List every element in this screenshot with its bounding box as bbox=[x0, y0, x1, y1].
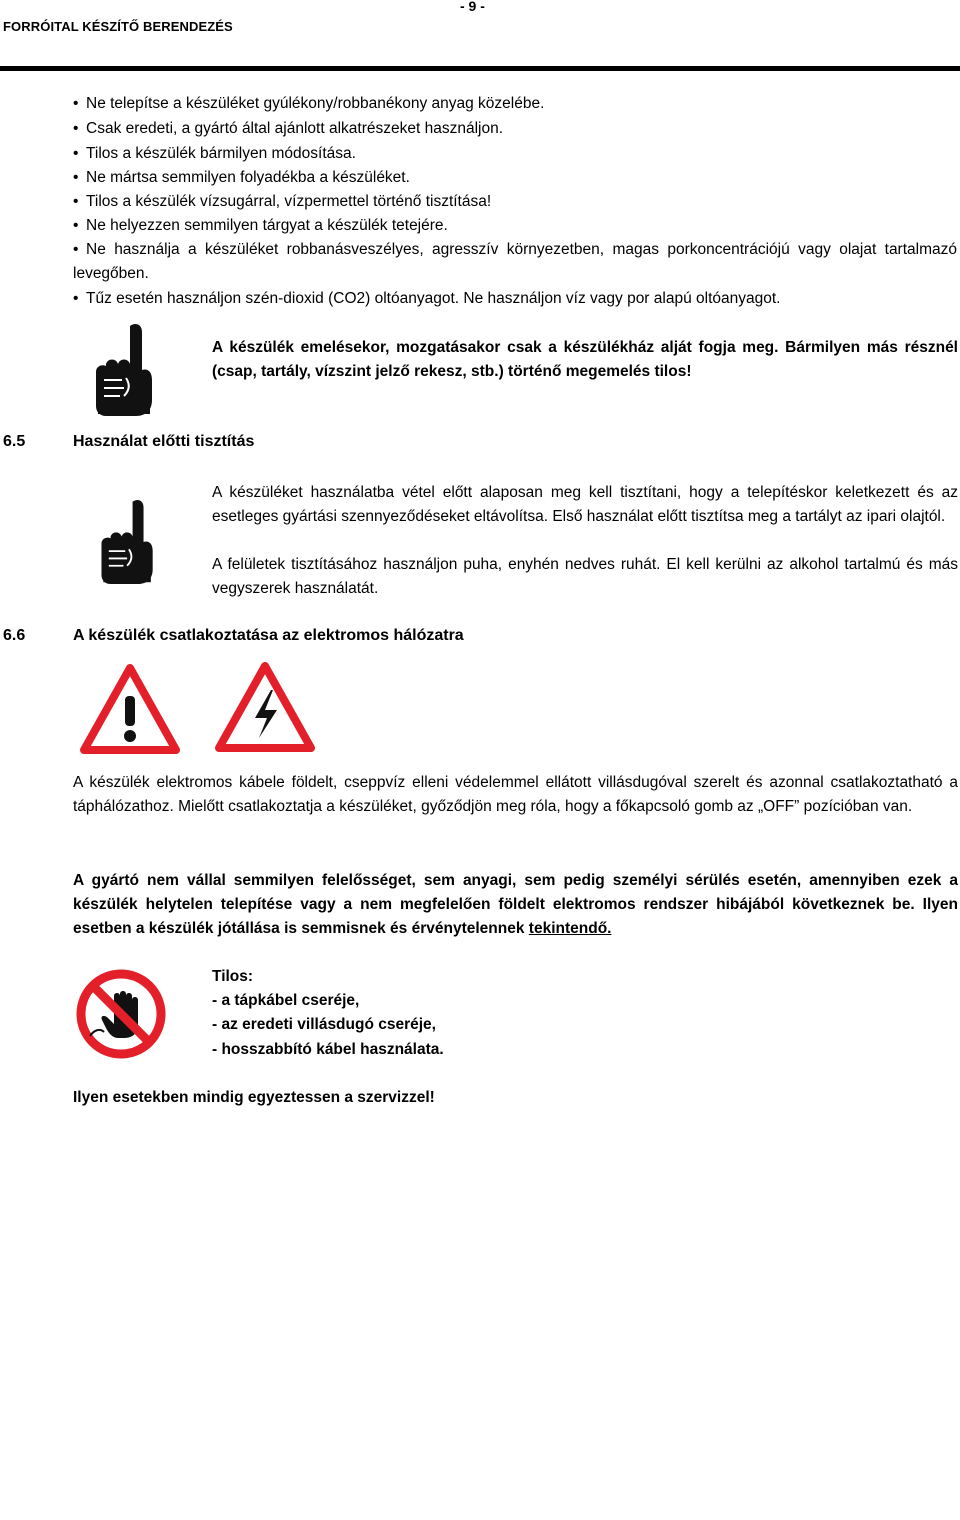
pointing-hand-icon bbox=[96, 494, 160, 595]
closing-note: Ilyen esetekben mindig egyeztessen a szervizzel! bbox=[73, 1089, 435, 1106]
list-item: • Ne használja a készüléket robbanásveszélyes, agresszív környezetben, magas porkoncentrációjú vagy olajat tartalmazó levegőben. bbox=[73, 241, 957, 282]
forbidden-title: Tilos: bbox=[212, 968, 254, 985]
list-item: • Ne mártsa semmilyen folyadékba a készüléket. bbox=[73, 169, 410, 186]
header-rule bbox=[0, 66, 960, 71]
list-item: • Ne telepítse a készüléket gyúlékony/robbanékony anyag közelébe. bbox=[73, 95, 545, 112]
pointing-hand-icon bbox=[90, 320, 160, 425]
no-touch-prohibition-icon bbox=[74, 966, 168, 1067]
cleaning-paragraph-1: A készüléket használatba vétel előtt alaposan meg kell tisztítani, hogy a telepítéskor keletkezett és az esetleges gyártási szennyeződéseket eltávolítsa. Első használat előtt tisztítsa meg a tartályt az ipari olajtól. bbox=[212, 484, 958, 525]
list-item: • Tilos a készülék bármilyen módosítása. bbox=[73, 145, 356, 162]
cleaning-paragraph-2: A felületek tisztításához használjon puha, enyhén nedves ruhát. El kell kerülni az alkohol tartalmú és más vegyszerek használatát. bbox=[212, 556, 958, 597]
general-warning-icon bbox=[80, 664, 180, 759]
forbidden-item: - a tápkábel cseréje, bbox=[212, 992, 360, 1009]
section-heading-6-5: 6.5 Használat előtti tisztítás bbox=[3, 433, 255, 450]
electric-hazard-icon bbox=[214, 662, 316, 757]
connection-paragraph: A készülék elektromos kábele földelt, cseppvíz elleni védelemmel ellátott villásdugóval szerelt és azonnal csatlakoztatható a táphálózathoz. Mielőtt csatlakoztatja a készüléket, győződjön meg róla, hogy a főkapcsoló gomb az „OFF” pozícióban van. bbox=[73, 774, 958, 815]
list-item: • Tűz esetén használjon szén-dioxid (CO2) oltóanyagot. Ne használjon víz vagy por alapú oltóanyagot. bbox=[73, 290, 781, 307]
forbidden-item: - az eredeti villásdugó cseréje, bbox=[212, 1016, 436, 1033]
section-heading-6-6: 6.6 A készülék csatlakoztatása az elektromos hálózatra bbox=[3, 627, 464, 644]
document-header-title: FORRÓITAL KÉSZÍTŐ BERENDEZÉS bbox=[3, 19, 233, 34]
liability-warning: A gyártó nem vállal semmilyen felelősséget, sem anyagi, sem pedig személyi sérülés esetén, amennyiben ezek a készülék helytelen telepítése vagy a nem megfelelően földelt elektromos rendszer hibájából következnek be. Ilyen esetben a készülék jótállása is semmisnek és érvénytelennek tekintendő. bbox=[73, 872, 958, 937]
list-item: • Tilos a készülék vízsugárral, vízpermettel történő tisztítása! bbox=[73, 193, 492, 210]
page-number: - 9 - bbox=[460, 0, 485, 14]
list-item: • Ne helyezzen semmilyen tárgyat a készülék tetejére. bbox=[73, 217, 448, 234]
forbidden-item: - hosszabbító kábel használata. bbox=[212, 1041, 444, 1058]
list-item: • Csak eredeti, a gyártó által ajánlott alkatrészeket használjon. bbox=[73, 120, 504, 137]
lifting-warning-text: A készülék emelésekor, mozgatásakor csak a készülékház alját fogja meg. Bármilyen más résznél (csap, tartály, vízszint jelző rekesz, stb.) történő megemelés tilos! bbox=[212, 339, 958, 380]
